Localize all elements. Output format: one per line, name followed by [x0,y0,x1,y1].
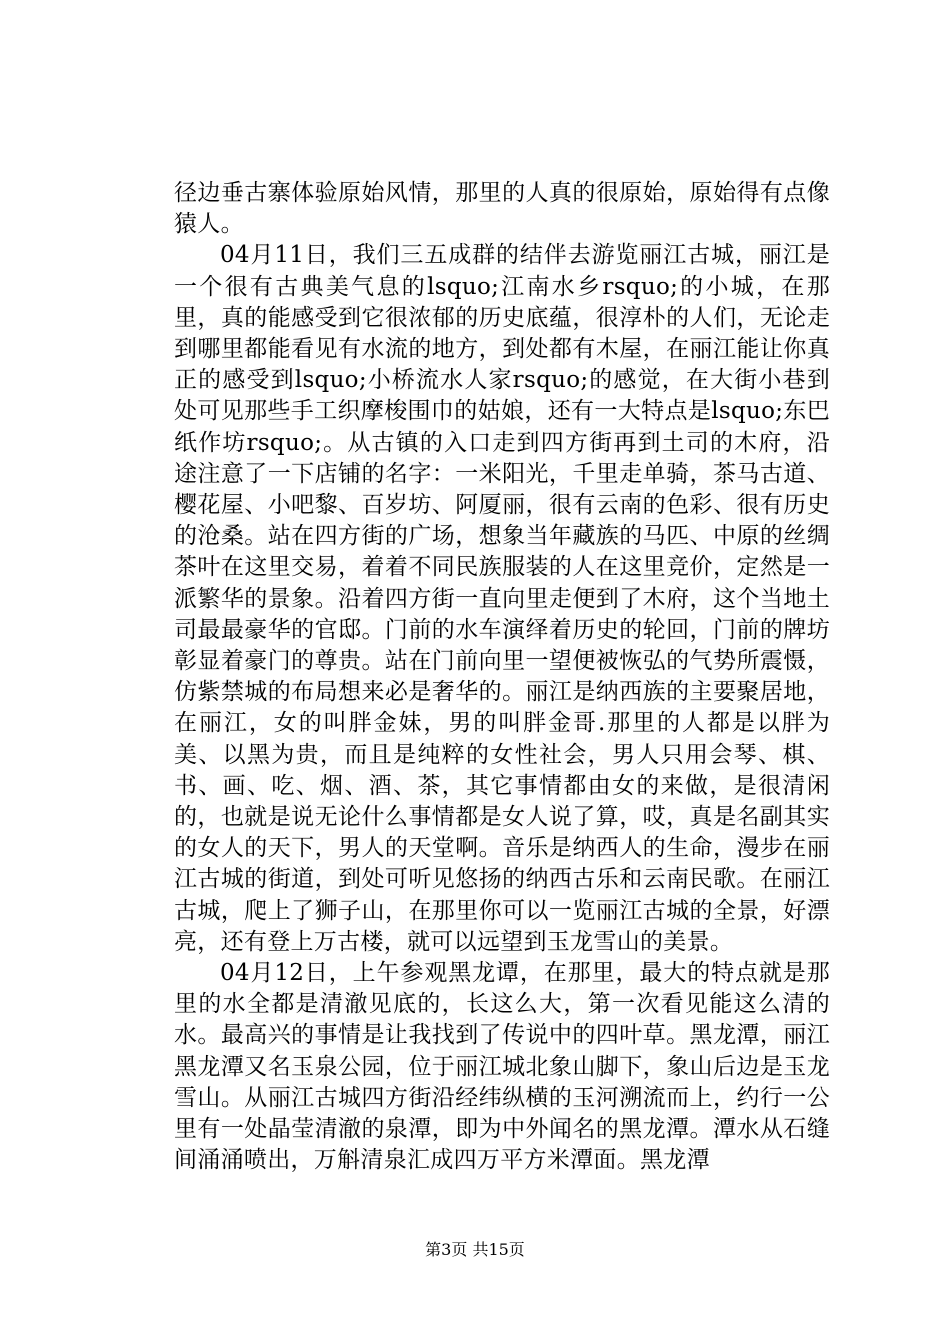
page-number-footer: 第3页 共15页 [425,1240,525,1259]
paragraph-continuation: 径边垂古寨体验原始风情，那里的人真的很原始，原始得有点像猿人。 [174,180,830,238]
paragraph-lijiang-old-town: 04月11日，我们三五成群的结伴去游览丽江古城，丽江是一个很有古典美气息的lsquo;江南水乡rsquo;的小城，在那里，真的能感受到它很浓郁的历史底蕴，很淳朴的人们，无论走到哪里都能看见有水流的地方，到处都有木屋，在丽江能让你真正的感受到lsquo;小桥流水人家rsquo;的感觉，在大街小巷到处可见那些手工织摩梭围巾的姑娘，还有一大特点是lsquo;东巴纸作坊rsquo;。从古镇的入口走到四方街再到土司的木府，沿途注意了一下店铺的名字：一米阳光，千里走单骑，茶马古道、樱花屋、小吧黎、百岁坊、阿厦丽，很有云南的色彩、很有历史的沧桑。站在四方街的广场，想象当年藏族的马匹、中原的丝绸茶叶在这里交易，着着不同民族服装的人在这里竞价，定然是一派繁华的景象。沿着四方街一直向里走便到了木府，这个当地土司最最豪华的官邸。门前的水车演绎着历史的轮回，门前的牌坊彰显着豪门的尊贵。站在门前向里一望便被恢弘的气势所震慑，仿紫禁城的布局想来必是奢华的。丽江是纳西族的主要聚居地，在丽江，女的叫胖金妹，男的叫胖金哥.那里的人都是以胖为美、以黑为贵，而且是纯粹的女性社会，男人只用会琴、棋、书、画、吃、烟、酒、茶，其它事情都由女的来做，是很清闲的，也就是说无论什么事情都是女人说了算，哎，真是名副其实的女人的天下，男人的天堂啊。音乐是纳西人的生命，漫步在丽江古城的街道，到处可听见悠扬的纳西古乐和云南民歌。在丽江古城，爬上了狮子山，在那里你可以一览丽江古城的全景，好漂亮，还有登上万古楼，就可以远望到玉龙雪山的美景。 [174,242,830,955]
paragraph-black-dragon-pool: 04月12日，上午参观黑龙谭，在那里，最大的特点就是那里的水全都是清澈见底的，长这么大，第一次看见能这么清的水。最高兴的事情是让我找到了传说中的四叶草。黑龙潭，丽江黑龙潭又名玉泉公园，位于丽江城北象山脚下，象山后边是玉龙雪山。从丽江古城四方街沿经纬纵横的玉河溯流而上，约行一公里有一处晶莹清澈的泉潭，即为中外闻名的黑龙潭。潭水从石缝间涌涌喷出，万斛清泉汇成四万平方米潭面。黑龙潭 [174,960,830,1174]
document-body [174,178,830,1177]
